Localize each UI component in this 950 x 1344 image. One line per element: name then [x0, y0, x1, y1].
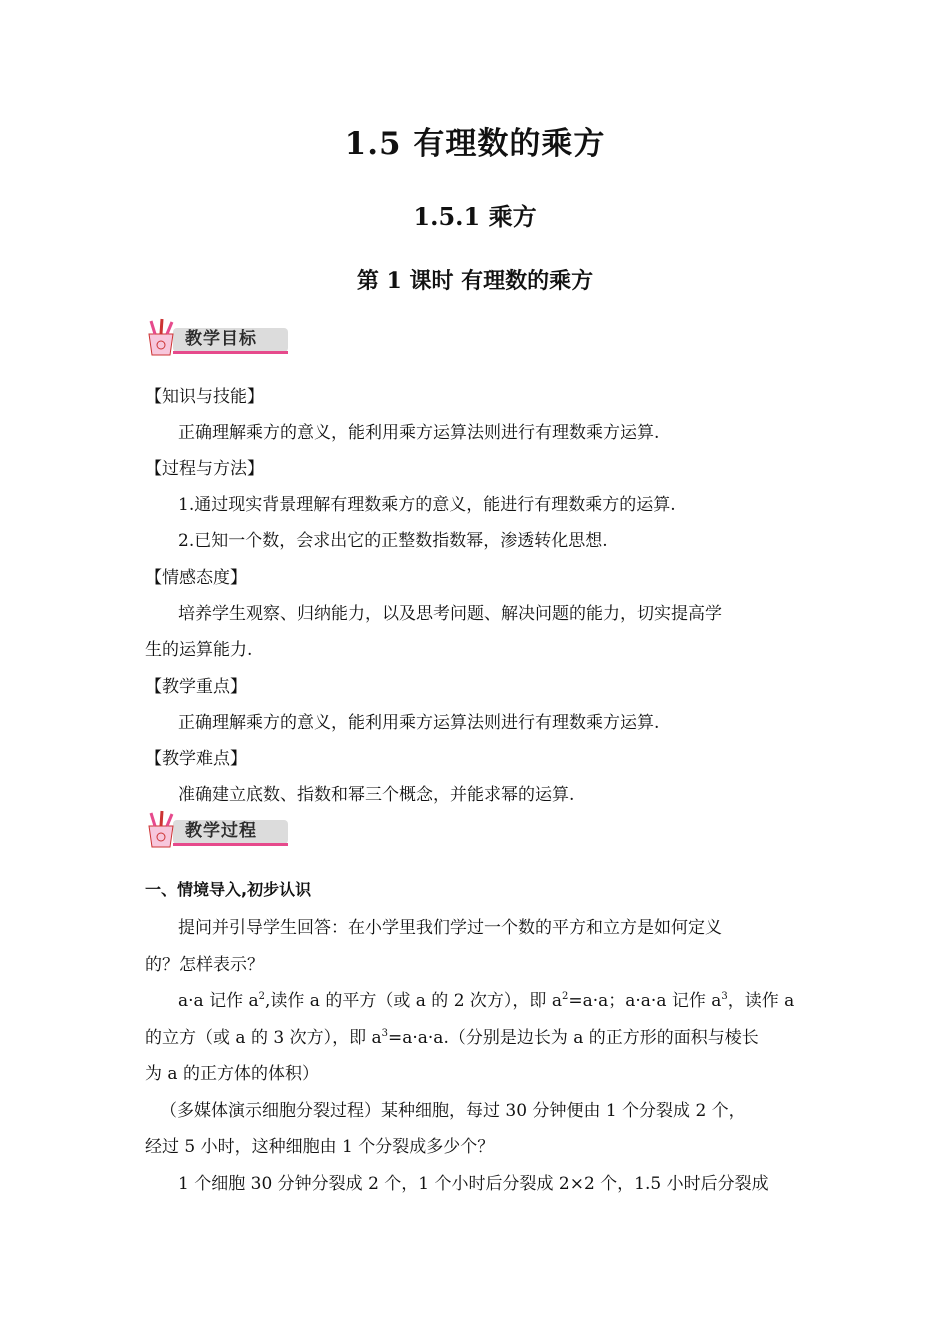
paragraph-3-line1: （多媒体演示细胞分裂过程）某种细胞，每过 30 分钟便由 1 个分裂成 2 个， [160, 1101, 746, 1121]
text-run: ，读作 a [727, 991, 795, 1011]
knowledge-label: 【知识与技能】 [145, 387, 264, 407]
knowledge-text: 正确理解乘方的意义，能利用乘方运算法则进行有理数乘方运算. [178, 423, 660, 443]
paragraph-4-line1: 1 个细胞 30 分钟分裂成 2 个，1 个小时后分裂成 2×2 个，1.5 小时后分裂成 [178, 1174, 769, 1194]
paragraph-1-line2: 的？怎样表示？ [145, 955, 264, 975]
objectives-banner [143, 318, 293, 358]
key-point-label: 【教学重点】 [145, 677, 247, 697]
emotion-text-line2: 生的运算能力. [145, 640, 253, 660]
text-run: a·a 记作 a [178, 991, 259, 1011]
section-title: 1.5.1 乘方 [413, 202, 537, 231]
text-run: ,读作 a 的平方（或 a 的 2 次方），即 a [265, 991, 562, 1011]
objectives-banner-label: 教学目标 [185, 329, 257, 349]
text-run: 的立方（或 a 的 3 次方），即 a [145, 1028, 382, 1048]
paragraph-3-line2: 经过 5 小时，这种细胞由 1 个分裂成多少个？ [145, 1137, 495, 1157]
difficulty-text: 准确建立底数、指数和幂三个概念，并能求幂的运算. [178, 785, 575, 805]
paragraph-1-line1: 提问并引导学生回答：在小学里我们学过一个数的平方和立方是如何定义 [178, 918, 722, 938]
method-label: 【过程与方法】 [145, 459, 264, 479]
main-title: 1.5 有理数的乘方 [344, 126, 606, 162]
emotion-label: 【情感态度】 [145, 568, 247, 588]
key-point-text: 正确理解乘方的意义，能利用乘方运算法则进行有理数乘方运算. [178, 713, 660, 733]
emotion-text-line1: 培养学生观察、归纳能力，以及思考问题、解决问题的能力，切实提高学 [178, 604, 722, 624]
paragraph-2-line2 [145, 1023, 759, 1048]
method-item-1: 1.通过现实背景理解有理数乘方的意义，能进行有理数乘方的运算. [178, 495, 676, 515]
method-item-2: 2.已知一个数，会求出它的正整数指数幂，渗透转化思想. [178, 531, 608, 551]
process-banner [143, 810, 293, 850]
lesson-title: 第 1 课时 有理数的乘方 [356, 268, 594, 294]
paragraph-2-line1 [178, 986, 794, 1011]
text-run: =a·a；a·a·a 记作 a [568, 991, 722, 1011]
superscript: 3 [721, 991, 728, 1002]
superscript: 3 [381, 1028, 388, 1039]
superscript: 2 [561, 991, 569, 1002]
superscript: 2 [258, 991, 265, 1002]
paragraph-2-line3: 为 a 的正方体的体积） [145, 1064, 319, 1084]
text-run: =a·a·a.（分别是边长为 a 的正方形的面积与棱长 [387, 1028, 759, 1048]
section-1-heading: 一、情境导入,初步认识 [145, 880, 312, 899]
process-banner-label: 教学过程 [185, 821, 257, 841]
difficulty-label: 【教学难点】 [145, 749, 247, 769]
